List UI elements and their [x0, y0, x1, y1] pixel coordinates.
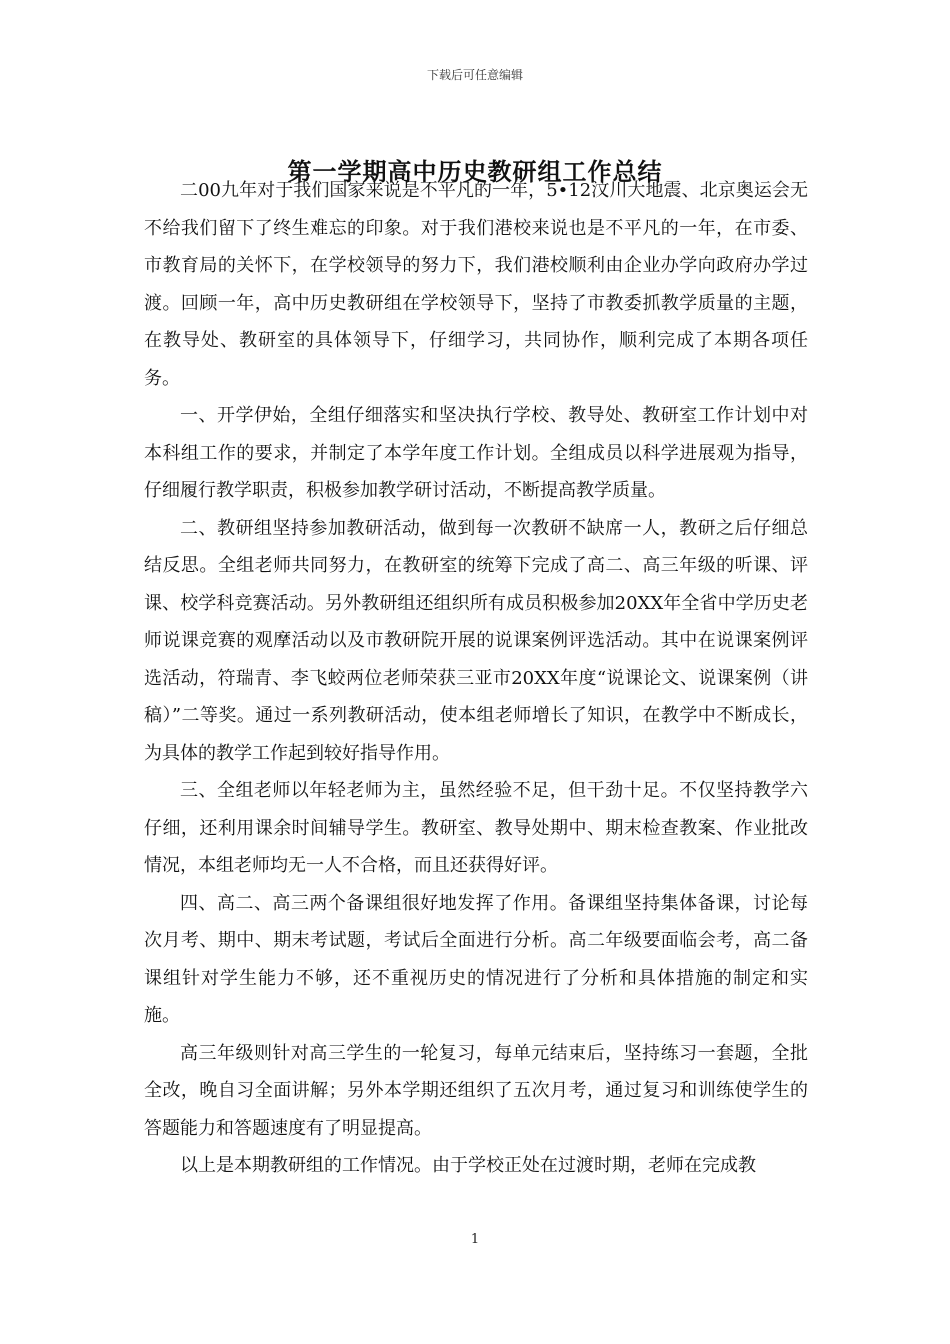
paragraph-3: 三、全组老师以年轻老师为主，虽然经验不足，但干劲十足。不仅坚持教学六仔细，还利用课余时间辅导学生。教研室、教导处期中、期末检查教案、作业批改情况，本组老师均无一人不合格，而且还获得好评。	[144, 780, 808, 876]
page-number: 1	[470, 1232, 480, 1247]
paragraph-5: 高三年级则针对高三学生的一轮复习，每单元结束后，坚持练习一套题，全批全改，晚自习全面讲解；另外本学期还组织了五次月考，通过复习和训练使学生的答题能力和答题速度有了明显提高。	[144, 1042, 808, 1139]
paragraph-4: 四、高二、高三两个备课组很好地发挥了作用。备课组坚持集体备课，讨论每次月考、期中、期末考试题，考试后全面进行分析。高二年级要面临会考，高二备课组针对学生能力不够，还不重视历史的情况进行了分析和具体措施的制定和实施。	[144, 892, 808, 1026]
document-title: 第一学期高中历史教研组工作总结	[287, 158, 663, 186]
page-header: 下载后可任意编辑	[426, 68, 523, 82]
document-body	[144, 172, 808, 1185]
paragraph-1: 一、开学伊始，全组仔细落实和坚决执行学校、教导处、教研室工作计划中对本科组工作的要求，并制定了本学年度工作计划。全组成员以科学进展观为指导，仔细履行教学职责，积极参加教学研讨活动，不断提高教学质量。	[144, 405, 808, 501]
paragraph-intro: 二00九年对于我们国家来说是不平凡的一年，5•12汶川大地震、北京奥运会无不给我们留下了终生难忘的印象。对于我们港校来说也是不平凡的一年，在市委、市教育局的关怀下，在学校领导的努力下，我们港校顺利由企业办学向政府办学过渡。回顾一年，高中历史教研组在学校领导下，坚持了市教委抓教学质量的主题，在教导处、教研室的具体领导下，仔细学习，共同协作，顺利完成了本期各项任务。	[144, 180, 808, 389]
paragraph-2: 二、教研组坚持参加教研活动，做到每一次教研不缺席一人，教研之后仔细总结反思。全组老师共同努力，在教研室的统筹下完成了高二、高三年级的听课、评课、校学科竞赛活动。另外教研组还组织所有成员积极参加20XX年全省中学历史老师说课竞赛的观摩活动以及市教研院开展的说课案例评选活动。其中在说课案例评选活动，符瑞青、李飞蛟两位老师荣获三亚市20XX年度“说课论文、说课案例（讲稿）”二等奖。通过一系列教研活动，使本组老师增长了知识，在教学中不断成长，为具体的教学工作起到较好指导作用。	[144, 517, 808, 764]
paragraph-6: 以上是本期教研组的工作情况。由于学校正处在过渡时期，老师在完成教	[180, 1155, 756, 1176]
